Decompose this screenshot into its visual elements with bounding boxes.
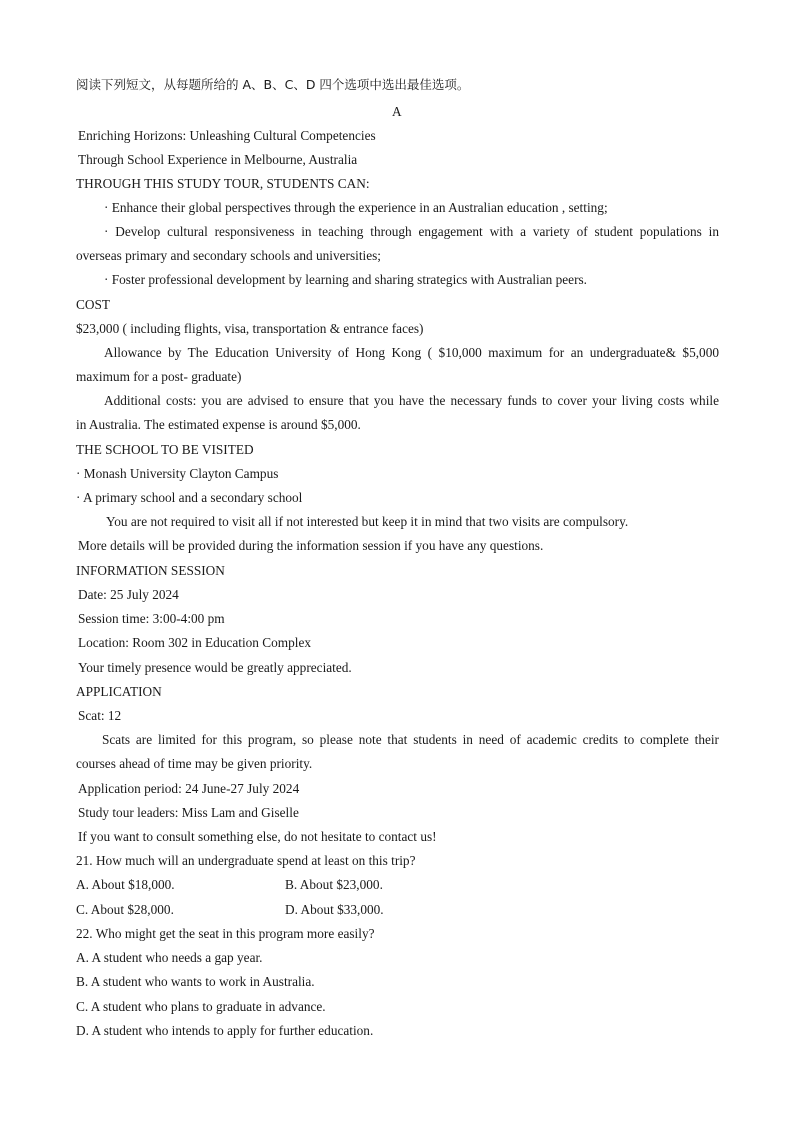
study-tour-bullet-2-line-2: overseas primary and secondary schools and universities;	[76, 248, 382, 263]
passage-title-line-2: Through School Experience in Melbourne, Australia	[78, 152, 358, 167]
question-22-option-b: B. A student who wants to work in Australia.	[76, 974, 315, 989]
application-seat: Scat: 12	[78, 708, 122, 723]
info-session-location: Location: Room 302 in Education Complex	[78, 635, 312, 650]
question-21-option-b: B. About $23,000.	[285, 877, 383, 892]
info-session-date: Date: 25 July 2024	[78, 587, 179, 602]
instruction-text: 阅读下列短文，从每题所给的 A、B、C、D 四个选项中选出最佳选项。	[76, 77, 470, 92]
question-21: 21. How much will an undergraduate spend at least on this trip?	[76, 853, 416, 868]
application-contact: If you want to consult something else, do not hesitate to contact us!	[78, 829, 437, 844]
study-tour-bullet-3: · Foster professional development by learning and sharing strategics with Australian peers.	[104, 272, 587, 287]
section-letter: A	[392, 104, 402, 119]
school-item-1: · Monash University Clayton Campus	[76, 466, 279, 481]
study-tour-bullet-2-line-1: · Develop cultural responsiveness in teaching through engagement with a variety of student populations in	[104, 224, 719, 239]
info-session-time: Session time: 3:00-4:00 pm	[78, 611, 225, 626]
question-22: 22. Who might get the seat in this program more easily?	[76, 926, 375, 941]
cost-price: $23,000 ( including flights, visa, transportation & entrance faces)	[76, 321, 424, 336]
cost-allowance-line-2: maximum for a post- graduate)	[76, 369, 242, 384]
school-heading: THE SCHOOL TO BE VISITED	[76, 442, 254, 457]
question-21-option-d: D. About $33,000.	[285, 902, 384, 917]
application-seats-line-2: courses ahead of time may be given priority.	[76, 756, 313, 771]
application-period: Application period: 24 June-27 July 2024	[78, 781, 300, 796]
cost-allowance-line-1: Allowance by The Education University of Hong Kong ( $10,000 maximum for an undergraduate& $5,000	[104, 345, 719, 360]
question-22-option-a: A. A student who needs a gap year.	[76, 950, 263, 965]
school-more-details: More details will be provided during the information session if you have any questions.	[78, 538, 544, 553]
question-22-option-d: D. A student who intends to apply for further education.	[76, 1023, 374, 1038]
application-seats-line-1: Scats are limited for this program, so please note that students in need of academic credits to complete their	[102, 732, 719, 747]
school-item-2: · A primary school and a secondary school	[76, 490, 303, 505]
info-session-heading: INFORMATION SESSION	[76, 563, 225, 578]
info-session-presence: Your timely presence would be greatly appreciated.	[78, 660, 352, 675]
study-tour-heading: THROUGH THIS STUDY TOUR, STUDENTS CAN:	[76, 176, 370, 191]
cost-additional-line-2: in Australia. The estimated expense is around $5,000.	[76, 417, 361, 432]
application-leaders: Study tour leaders: Miss Lam and Giselle	[78, 805, 299, 820]
cost-additional-line-1: Additional costs: you are advised to ensure that you have the necessary funds to cover your living costs while	[104, 393, 719, 408]
question-21-option-a: A. About $18,000.	[76, 877, 175, 892]
study-tour-bullet-1: · Enhance their global perspectives through the experience in an Australian education , setting;	[104, 200, 608, 215]
application-heading: APPLICATION	[76, 684, 162, 699]
question-21-option-c: C. About $28,000.	[76, 902, 174, 917]
school-note: You are not required to visit all if not interested but keep it in mind that two visits are compulsory.	[106, 514, 629, 529]
question-22-option-c: C. A student who plans to graduate in advance.	[76, 999, 326, 1014]
cost-heading: COST	[76, 297, 110, 312]
passage-title-line-1: Enriching Horizons: Unleashing Cultural Competencies	[78, 128, 376, 143]
